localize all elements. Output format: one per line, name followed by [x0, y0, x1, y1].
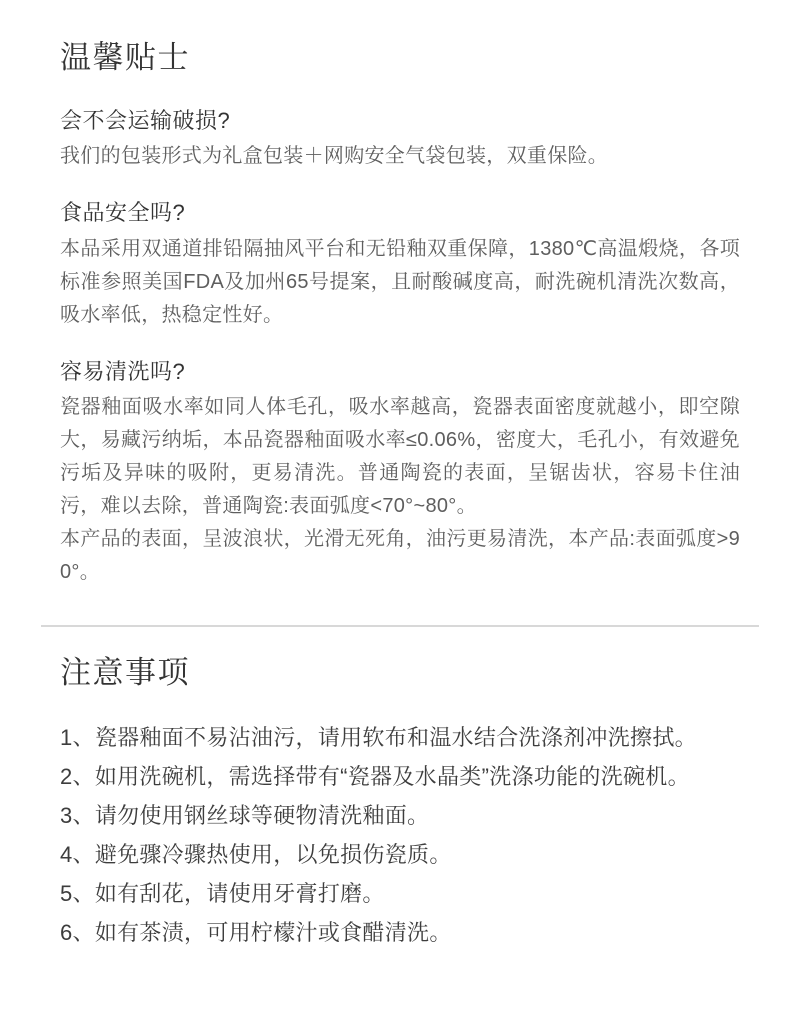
- qa-shipping-answer: 我们的包装形式为礼盒包装＋网购安全气袋包装，双重保险。: [60, 145, 609, 168]
- qa-shipping: [60, 108, 740, 173]
- qa-easy-clean-question: 容易清洗吗?: [60, 358, 186, 384]
- note-item-1: 1、瓷器釉面不易沾油污，请用软布和温水结合洗涤剂冲洗擦拭。: [60, 724, 697, 750]
- qa-easy-clean-answer: 瓷器釉面吸水率如同人体毛孔，吸水率越高，瓷器表面密度就越小，即空隙大，易藏污纳垢，本品瓷器釉面吸水率≤0.06%，密度大，毛孔小，有效避免污垢及异味的吸附，更易清洗。普通陶瓷的表面，呈锯齿状，容易卡住油污，难以去除，普通陶瓷:表面弧度<70°~80°。: [60, 395, 740, 517]
- note-item-2: 2、如用洗碗机，需选择带有“瓷器及水晶类”洗涤功能的洗碗机。: [60, 763, 690, 789]
- qa-easy-clean-answer-line2: 本产品的表面，呈波浪状，光滑无死角，油污更易清洗，本产品:表面弧度>90°。: [60, 527, 740, 583]
- notes-list: [60, 718, 740, 952]
- qa-shipping-question: 会不会运输破损?: [60, 108, 231, 133]
- qa-food-safety-answer: 本品采用双通道排铅隔抽风平台和无铅釉双重保障，1380℃高温煅烧，各项标准参照美国FDA及加州65号提案，且耐酸碱度高，耐洗碗机清洗次数高，吸水率低，热稳定性好。: [60, 237, 740, 326]
- tips-section-title: 温馨贴士: [60, 40, 190, 75]
- notes-section-title: 注意事项: [60, 654, 190, 690]
- section-divider: [41, 625, 759, 627]
- note-item-3: 3、请勿使用钢丝球等硬物清洗釉面。: [60, 802, 430, 828]
- qa-easy-clean: [60, 359, 740, 589]
- qa-food-safety-question: 食品安全吗?: [60, 200, 186, 226]
- note-item-4: 4、避免骤冷骤热使用，以免损伤瓷质。: [60, 841, 452, 867]
- qa-food-safety: [60, 200, 740, 331]
- notes-section: [0, 654, 800, 952]
- note-item-5: 5、如有刮花，请使用牙膏打磨。: [60, 880, 385, 906]
- note-item-6: 6、如有茶渍，可用柠檬汁或食醋清洗。: [60, 919, 452, 945]
